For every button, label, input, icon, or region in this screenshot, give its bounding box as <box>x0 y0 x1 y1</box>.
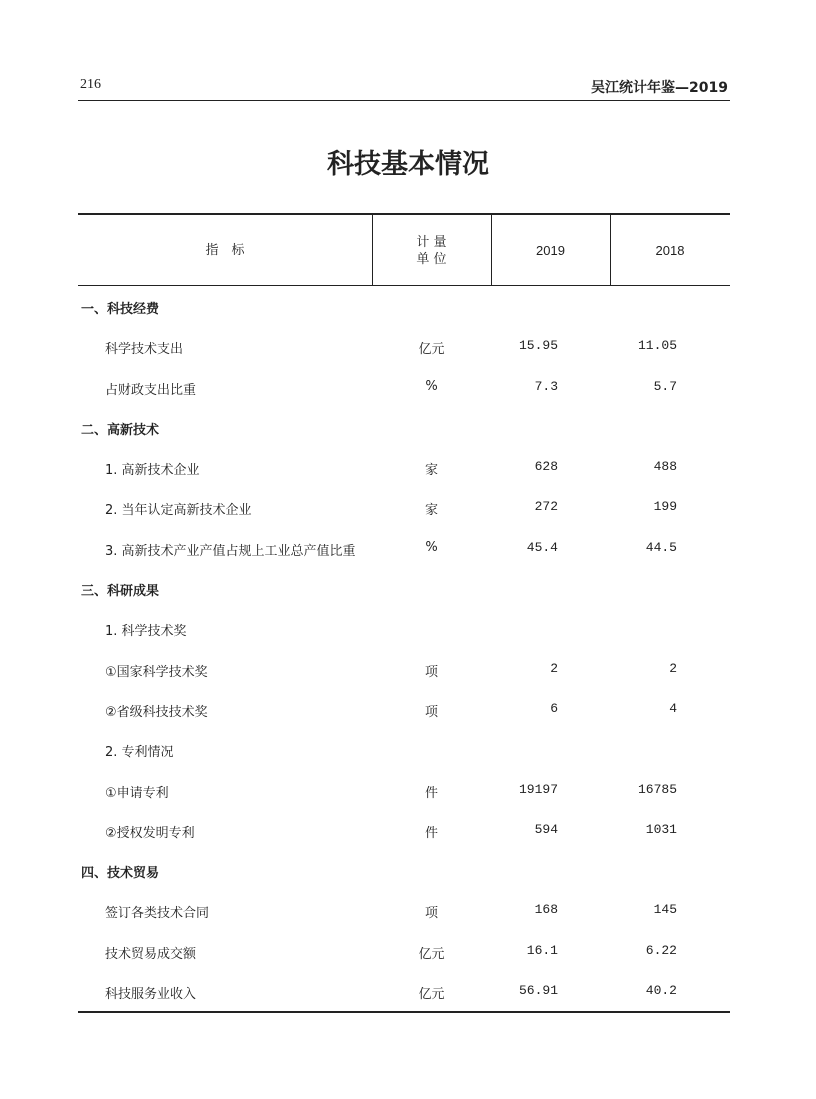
value-2018: 1031 <box>645 821 677 837</box>
row-label: 四、技术贸易 <box>81 866 160 882</box>
table-row <box>78 528 730 568</box>
value-2019: 45.4 <box>526 539 558 555</box>
value-2019: 15.95 <box>518 338 558 354</box>
table-row <box>78 326 730 366</box>
row-label: 占财政支出比重 <box>105 382 197 398</box>
section-row <box>78 568 730 608</box>
value-2019: 56.91 <box>518 983 558 999</box>
table-row <box>78 729 730 769</box>
table-row <box>78 487 730 527</box>
value-2019: 6 <box>550 700 558 716</box>
row-label: ①国家科学技术奖 <box>105 664 208 680</box>
table-bottom-rule <box>78 1011 730 1013</box>
value-2018: 199 <box>653 499 677 515</box>
section-row <box>78 407 730 447</box>
value-2019: 7.3 <box>534 378 558 394</box>
table-row <box>78 608 730 648</box>
value-2019: 272 <box>534 499 558 515</box>
value-2019: 2 <box>550 660 558 676</box>
table-row <box>78 810 730 850</box>
value-2019: 16.1 <box>526 942 558 958</box>
value-2018: 40.2 <box>645 983 677 999</box>
table-top-rule <box>78 213 730 215</box>
value-2018: 145 <box>653 902 677 918</box>
row-unit: 亿元 <box>418 946 445 962</box>
header-unit: 计 量 单 位 <box>416 235 447 267</box>
table-row <box>78 890 730 930</box>
header-rule <box>78 100 730 101</box>
header-indicator: 指 标 <box>205 243 245 258</box>
table-row <box>78 971 730 1011</box>
row-label: 签订各类技术合同 <box>105 906 210 922</box>
value-2018: 2 <box>669 660 677 676</box>
row-label: 科技服务业收入 <box>105 987 197 1003</box>
table-row <box>78 770 730 810</box>
section-row <box>78 850 730 890</box>
row-label: 一、科技经费 <box>81 302 160 317</box>
row-label: 科学技术支出 <box>105 342 184 358</box>
value-2018: 4 <box>669 700 677 716</box>
row-unit: 家 <box>424 463 438 479</box>
row-unit: 项 <box>424 664 438 680</box>
row-label: ②省级科技技术奖 <box>105 704 208 720</box>
row-label: 2. 当年认定高新技术企业 <box>105 503 252 519</box>
row-label: 三、科研成果 <box>81 584 160 600</box>
row-label: ①申请专利 <box>105 785 169 801</box>
row-label: 2. 专利情况 <box>105 745 174 761</box>
table-body <box>78 286 730 1011</box>
row-label: 1. 科学技术奖 <box>105 624 187 640</box>
header-year-2019: 2019 <box>536 243 565 258</box>
row-unit: 项 <box>424 906 438 922</box>
row-label: 3. 高新技术产业产值占规上工业总产值比重 <box>105 543 356 559</box>
page-title: 科技基本情况 <box>327 149 489 180</box>
row-unit: 亿元 <box>418 342 445 358</box>
value-2018: 5.7 <box>653 378 677 394</box>
row-unit: % <box>425 539 438 555</box>
row-unit: 项 <box>424 704 438 720</box>
value-2019: 19197 <box>518 781 558 797</box>
header-year-2018: 2018 <box>655 243 685 258</box>
page-number: 216 <box>80 77 101 92</box>
value-2018: 11.05 <box>637 338 677 354</box>
value-2018: 488 <box>653 459 677 475</box>
table-row <box>78 447 730 487</box>
row-unit: 件 <box>424 785 438 801</box>
row-unit: 家 <box>424 503 438 519</box>
row-label: 1. 高新技术企业 <box>105 463 200 479</box>
table-row <box>78 649 730 689</box>
value-2018: 16785 <box>637 781 677 797</box>
table-row <box>78 931 730 971</box>
table-row <box>78 367 730 407</box>
row-label: 二、高新技术 <box>81 422 160 438</box>
value-2019: 628 <box>534 459 558 475</box>
table-row <box>78 689 730 729</box>
value-2018: 44.5 <box>645 539 677 555</box>
book-title: 吴江统计年鉴—2019 <box>591 80 728 96</box>
value-2018: 6.22 <box>645 942 677 958</box>
row-unit: 亿元 <box>418 987 445 1003</box>
row-label: ②授权发明专利 <box>105 825 195 841</box>
value-2019: 594 <box>534 821 558 837</box>
value-2019: 168 <box>534 902 558 918</box>
row-unit: % <box>425 378 438 394</box>
row-label: 技术贸易成交额 <box>105 946 197 962</box>
row-unit: 件 <box>424 825 438 841</box>
section-row <box>78 286 730 326</box>
